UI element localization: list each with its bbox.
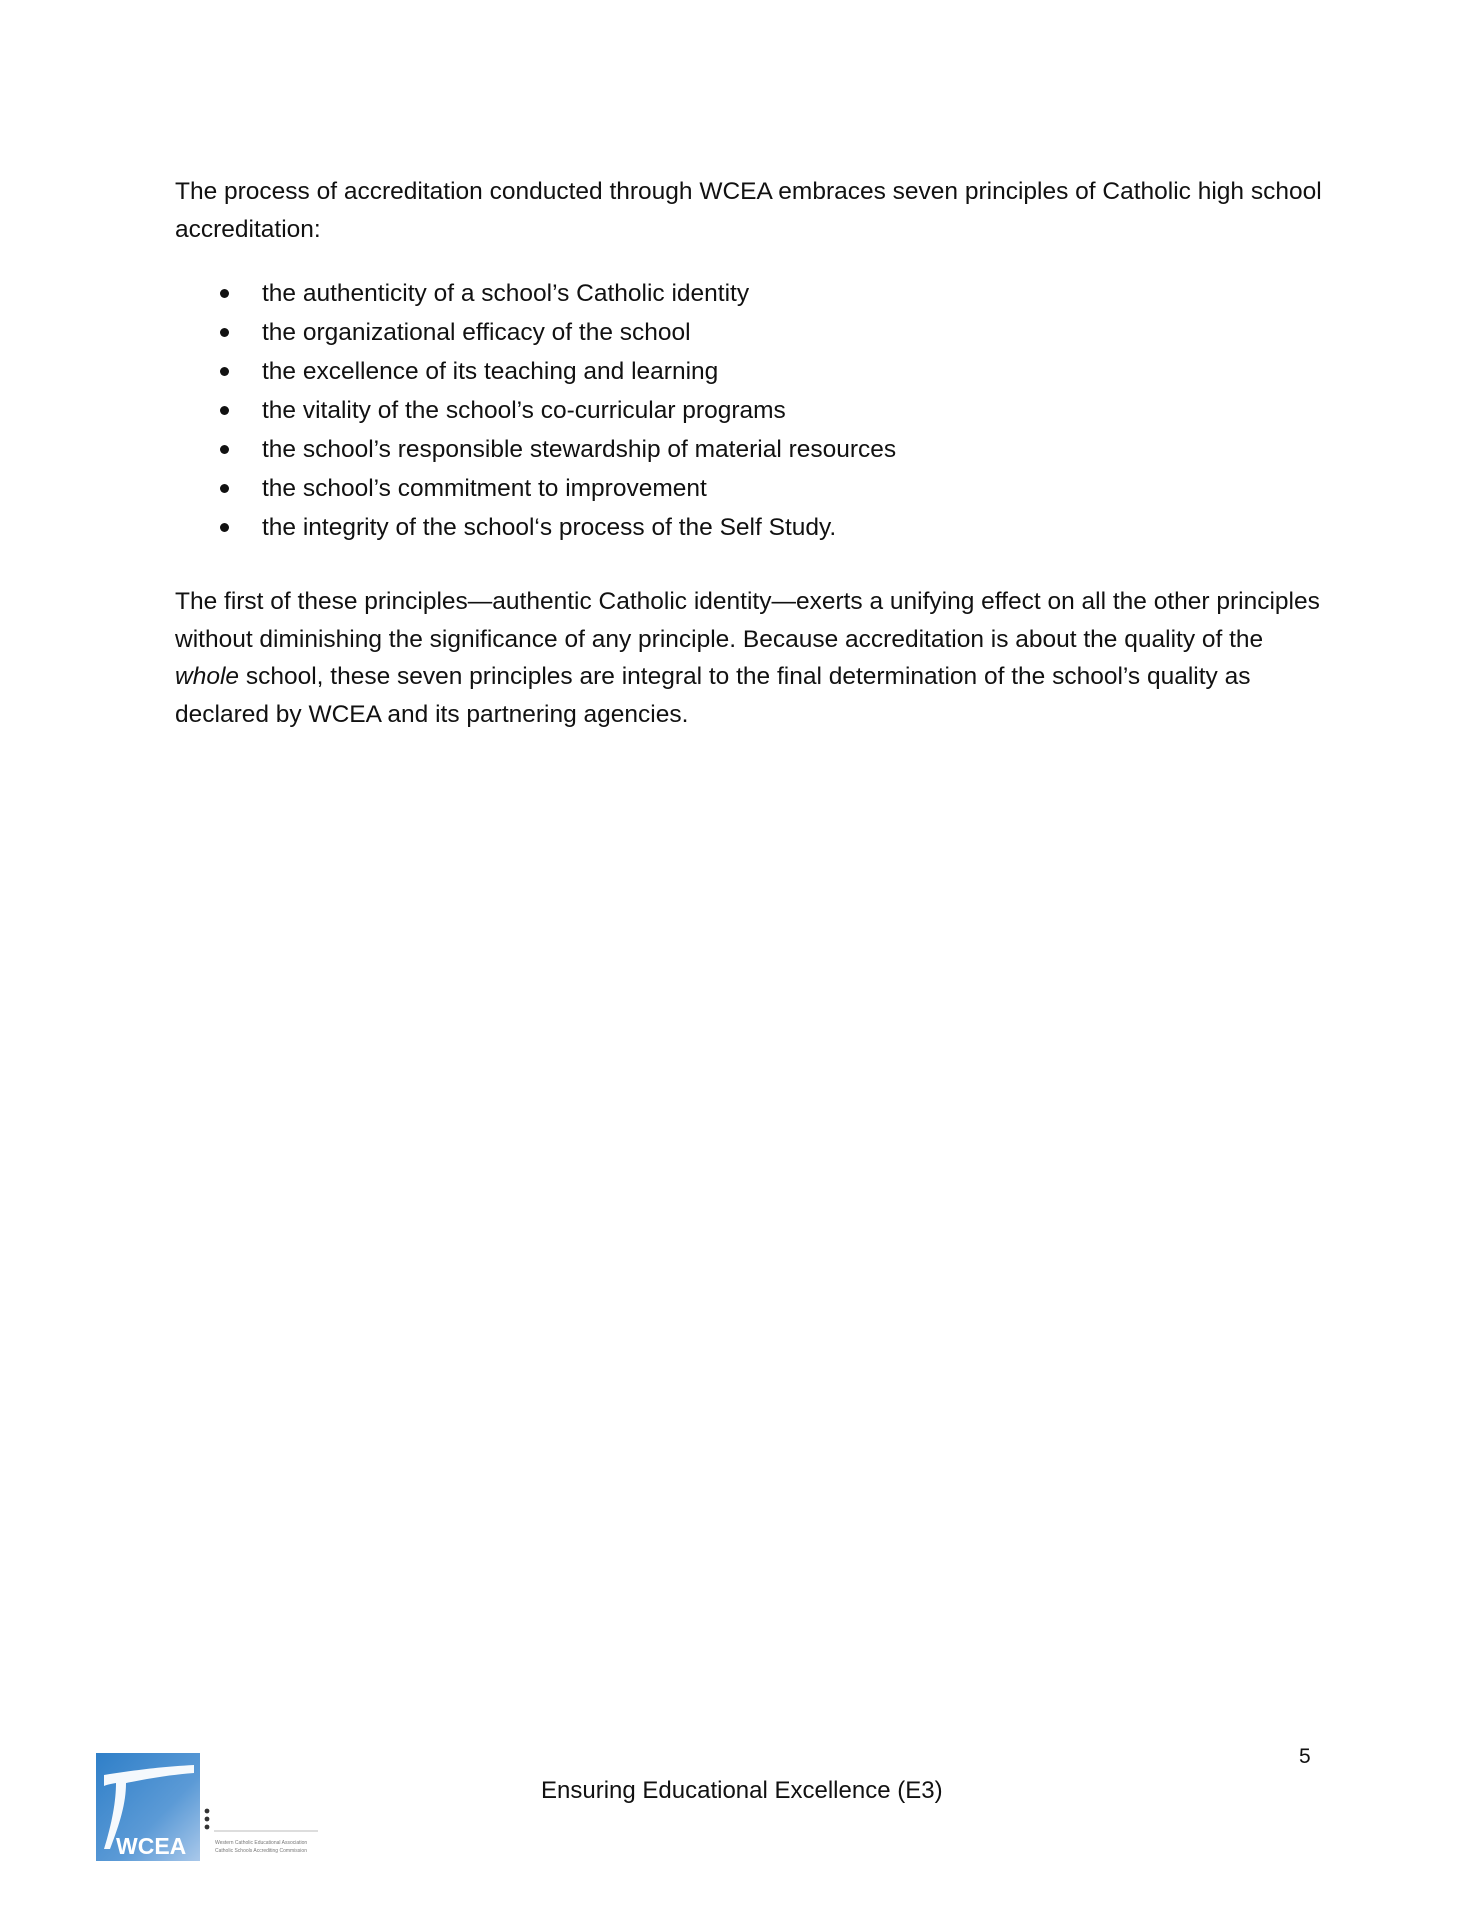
closing-paragraph	[175, 583, 1325, 733]
intro-paragraph: The process of accreditation conducted through WCEA embraces seven principles of Catholic high school accreditation:	[175, 178, 1322, 243]
list-item-text: the excellence of its teaching and learning	[262, 358, 719, 385]
footer-title: Ensuring Educational Excellence (E3)	[541, 1777, 943, 1804]
wcea-logo	[96, 1753, 318, 1871]
list-item	[175, 274, 1325, 313]
closing-text-1: The first of these principles—authentic Catholic identity—exerts a unifying effect on all the other principles without diminishing the significance of any principle. Because accreditation is about the quality of the	[175, 588, 1320, 653]
list-item	[175, 508, 1325, 547]
list-item-text: the vitality of the school’s co-curricular programs	[262, 397, 786, 424]
page-body	[175, 173, 1325, 733]
bullet-icon	[220, 523, 229, 532]
bullet-icon	[220, 289, 229, 298]
bullet-icon	[220, 484, 229, 493]
list-item-text: the school’s commitment to improvement	[262, 475, 707, 502]
page-number: 5	[1299, 1745, 1311, 1768]
list-item	[175, 469, 1325, 508]
logo-dot	[205, 1825, 210, 1830]
emphasis-text: whole	[175, 663, 240, 690]
bullet-icon	[220, 328, 229, 337]
list-item	[175, 352, 1325, 391]
bullet-icon	[220, 445, 229, 454]
list-item-text: the authenticity of a school’s Catholic identity	[262, 280, 750, 307]
closing-text-2: school, these seven principles are integral to the final determination of the school’s quality as declared by WCEA and its partnering agencies.	[175, 663, 1251, 728]
list-item	[175, 313, 1325, 352]
list-item-text: the integrity of the school‘s process of the Self Study.	[262, 514, 837, 541]
list-item	[175, 391, 1325, 430]
principles-list	[175, 274, 1325, 547]
logo-dot	[205, 1817, 210, 1822]
list-item-text: the organizational efficacy of the school	[262, 319, 691, 346]
logo-tagline: Western Catholic Educational Association	[215, 1840, 308, 1846]
bullet-icon	[220, 406, 229, 415]
list-item-text: the school’s responsible stewardship of material resources	[262, 436, 897, 463]
list-item	[175, 430, 1325, 469]
logo-wordmark: WCEA	[116, 1833, 187, 1859]
bullet-icon	[220, 367, 229, 376]
logo-tagline: Catholic Schools Accrediting Commission	[215, 1848, 307, 1854]
logo-dot	[205, 1809, 210, 1814]
